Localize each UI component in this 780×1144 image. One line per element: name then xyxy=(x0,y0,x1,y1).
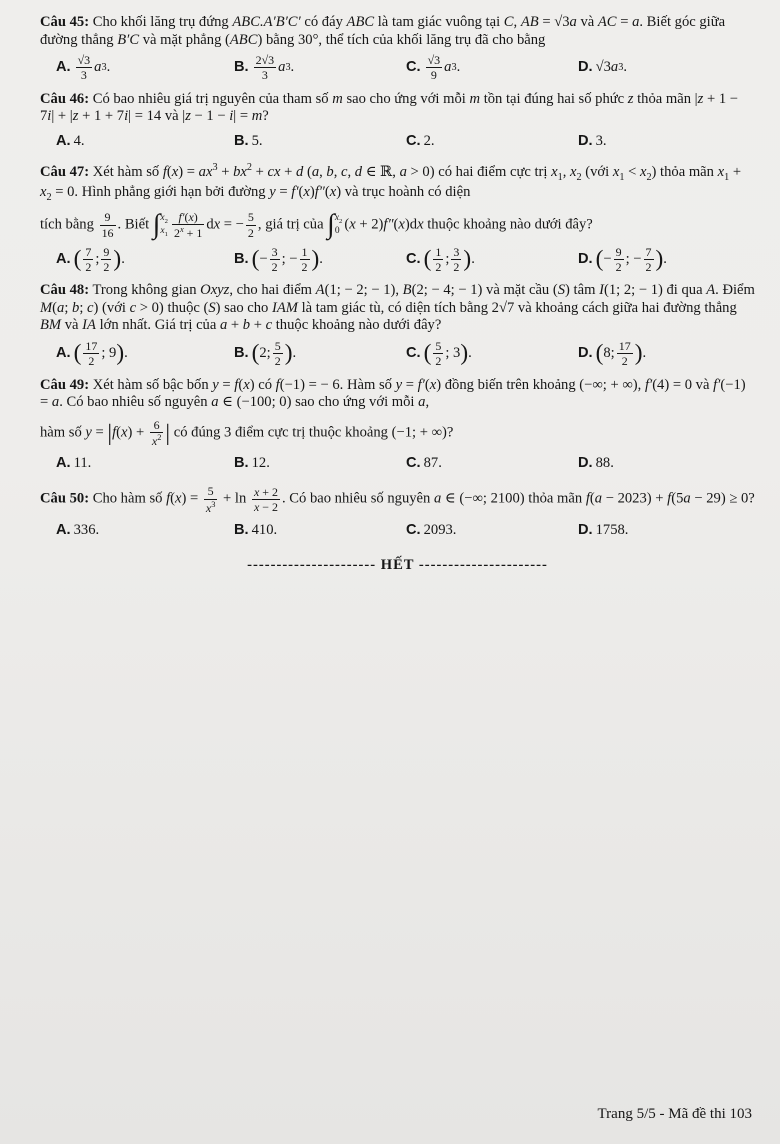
option-c[interactable]: C. $\frac{√3}{9}$ a 3 . xyxy=(406,53,461,83)
question-46-text: Câu 46: Có bao nhiêu giá trị nguyên của tham số m sao cho ứng với mỗi m tồn tại đúng hai số phức z thỏa mãn |z + 1 − 7i| + |z + 1 + 7i| = 14 và |z − 1 − i| = m? xyxy=(40,90,738,125)
option-b[interactable]: B. $\frac{2√3}{3}$ a 3 . xyxy=(234,53,295,83)
question-47-text-cont: tích bằng $\frac{9}{16}$ . Biết ∫ $x_2$ $x_1$ $\frac{f'(x)}{2^x + 1}$ dx = − $\frac{5}{2}$ , giá trị của ∫ $x_2$ 0 (x + 2)f″(x)dx thuộc khoảng nào dưới đây? xyxy=(40,209,593,241)
end-marker: ---------------------- HẾT ---------------------- xyxy=(247,556,548,573)
question-46 xyxy=(40,91,755,154)
options-row xyxy=(40,245,755,275)
options-row xyxy=(40,130,755,154)
option-c[interactable]: C. 2093. xyxy=(406,522,457,539)
option-c[interactable]: C. 87. xyxy=(406,455,442,472)
question-49-text-cont: hàm số y = |f(x) + $\frac{6}{x^2}$ | có đúng 3 điểm cực trị thuộc khoảng (−1; + ∞)? xyxy=(40,417,454,448)
option-c[interactable]: C. ( $\frac{5}{2}$ ; 3 ) . xyxy=(406,338,472,369)
question-49 xyxy=(40,377,755,477)
question-50 xyxy=(40,484,755,543)
question-50-text: Câu 50: Cho hàm số f(x) = $\frac{5}{x^3}$ + ln $\frac{x + 2}{x - 2}$ . Có bao nhiêu số nguyên a ∈ (−∞; 2100) thỏa mãn f(a − 2023) + f(5a − 29) ≥ 0? xyxy=(40,484,755,515)
question-48-text: Câu 48: Trong không gian Oxyz, cho hai điểm A(1; − 2; − 1), B(2; − 4; − 1) và mặt cầu (S) tâm I(1; 2; − 1) đi qua A. Điểm M(a; b; c) (với c > 0) thuộc (S) sao cho IAM là tam giác tù, có diện tích bằng 2√7 và khoảng cách giữa hai đường thẳng BM và IA lớn nhất. Giá trị của a + b + c thuộc khoảng nào dưới đây? xyxy=(40,282,755,334)
option-a[interactable]: A. ( $\frac{7}{2}$ ; $\frac{9}{2}$ ) . xyxy=(56,244,125,274)
options-row xyxy=(40,519,755,543)
option-d[interactable]: D. 3. xyxy=(578,132,607,149)
question-45-text: Câu 45: Cho khối lăng trụ đứng ABC.A′B′C′ có đáy ABC là tam giác vuông tại C, AB = √3a và AC = a. Biết góc giữa đường thẳng B′C và mặt phẳng (ABC) bằng 30°, thể tích của khối lăng trụ đã cho bằng xyxy=(40,14,726,48)
question-47-text: Câu 47: Xét hàm số $f(x) = ax^3 + bx^2$ + cx + d (a, b, c, d ∈ ℝ, a > 0) có hai điểm cực trị $x_1$, $x_2$ (với $x_1 < x_2$) thỏa mãn $x_1 + x_2 = 0$. Hình phẳng giới hạn bởi đường y = f′(x)f″(x) và trục hoành có diện xyxy=(40,161,742,203)
option-d[interactable]: D. 1758. xyxy=(578,522,629,539)
option-a[interactable]: A. 11. xyxy=(56,455,92,472)
question-number: Câu 46: xyxy=(40,90,90,107)
exam-content xyxy=(40,14,755,574)
question-number: Câu 48: xyxy=(40,282,90,299)
question-49-text: Câu 49: Xét hàm số bậc bốn y = f(x) có f(−1) = − 6. Hàm số y = f′(x) đồng biến trên khoảng (−∞; + ∞), f′(4) = 0 và f′(−1) = a. Có bao nhiêu số nguyên a ∈ (−100; 0) sao cho ứng với mỗi a, xyxy=(40,376,746,411)
options-row xyxy=(40,339,755,369)
page-footer: Trang 5/5 - Mã đề thi 103 xyxy=(597,1106,752,1122)
question-number: Câu 50: xyxy=(40,490,90,507)
option-b[interactable]: B. 410. xyxy=(234,522,278,539)
question-number: Câu 49: xyxy=(40,376,90,393)
question-48 xyxy=(40,282,755,368)
options-row xyxy=(40,452,755,476)
question-47 xyxy=(40,162,755,275)
question-45 xyxy=(40,14,755,83)
option-b[interactable]: B. ( − $\frac{3}{2}$ ; − $\frac{1}{2}$ ) . xyxy=(234,244,323,274)
option-a[interactable]: A. 4. xyxy=(56,132,85,149)
option-b[interactable]: B. 12. xyxy=(234,455,270,472)
options-row xyxy=(40,53,755,83)
option-d[interactable]: D. √3 a 3 . xyxy=(578,59,627,76)
option-a[interactable]: A. ( $\frac{17}{2}$ ; 9 ) . xyxy=(56,338,128,369)
option-d[interactable]: D. ( − $\frac{9}{2}$ ; − $\frac{7}{2}$ ) . xyxy=(578,244,667,274)
option-a[interactable]: A. 336. xyxy=(56,522,100,539)
option-c[interactable]: C. 2. xyxy=(406,132,435,149)
option-b[interactable]: B. ( 2; $\frac{5}{2}$ ) . xyxy=(234,338,297,369)
option-a[interactable]: A. $\frac{√3}{3}$ a 3 . xyxy=(56,53,111,83)
question-number: Câu 47: xyxy=(40,163,90,180)
option-d[interactable]: D. ( 8; $\frac{17}{2}$ ) . xyxy=(578,338,647,369)
question-number: Câu 45: xyxy=(40,14,90,30)
option-b[interactable]: B. 5. xyxy=(234,132,263,149)
option-d[interactable]: D. 88. xyxy=(578,455,614,472)
option-c[interactable]: C. ( $\frac{1}{2}$ ; $\frac{3}{2}$ ) . xyxy=(406,244,475,274)
